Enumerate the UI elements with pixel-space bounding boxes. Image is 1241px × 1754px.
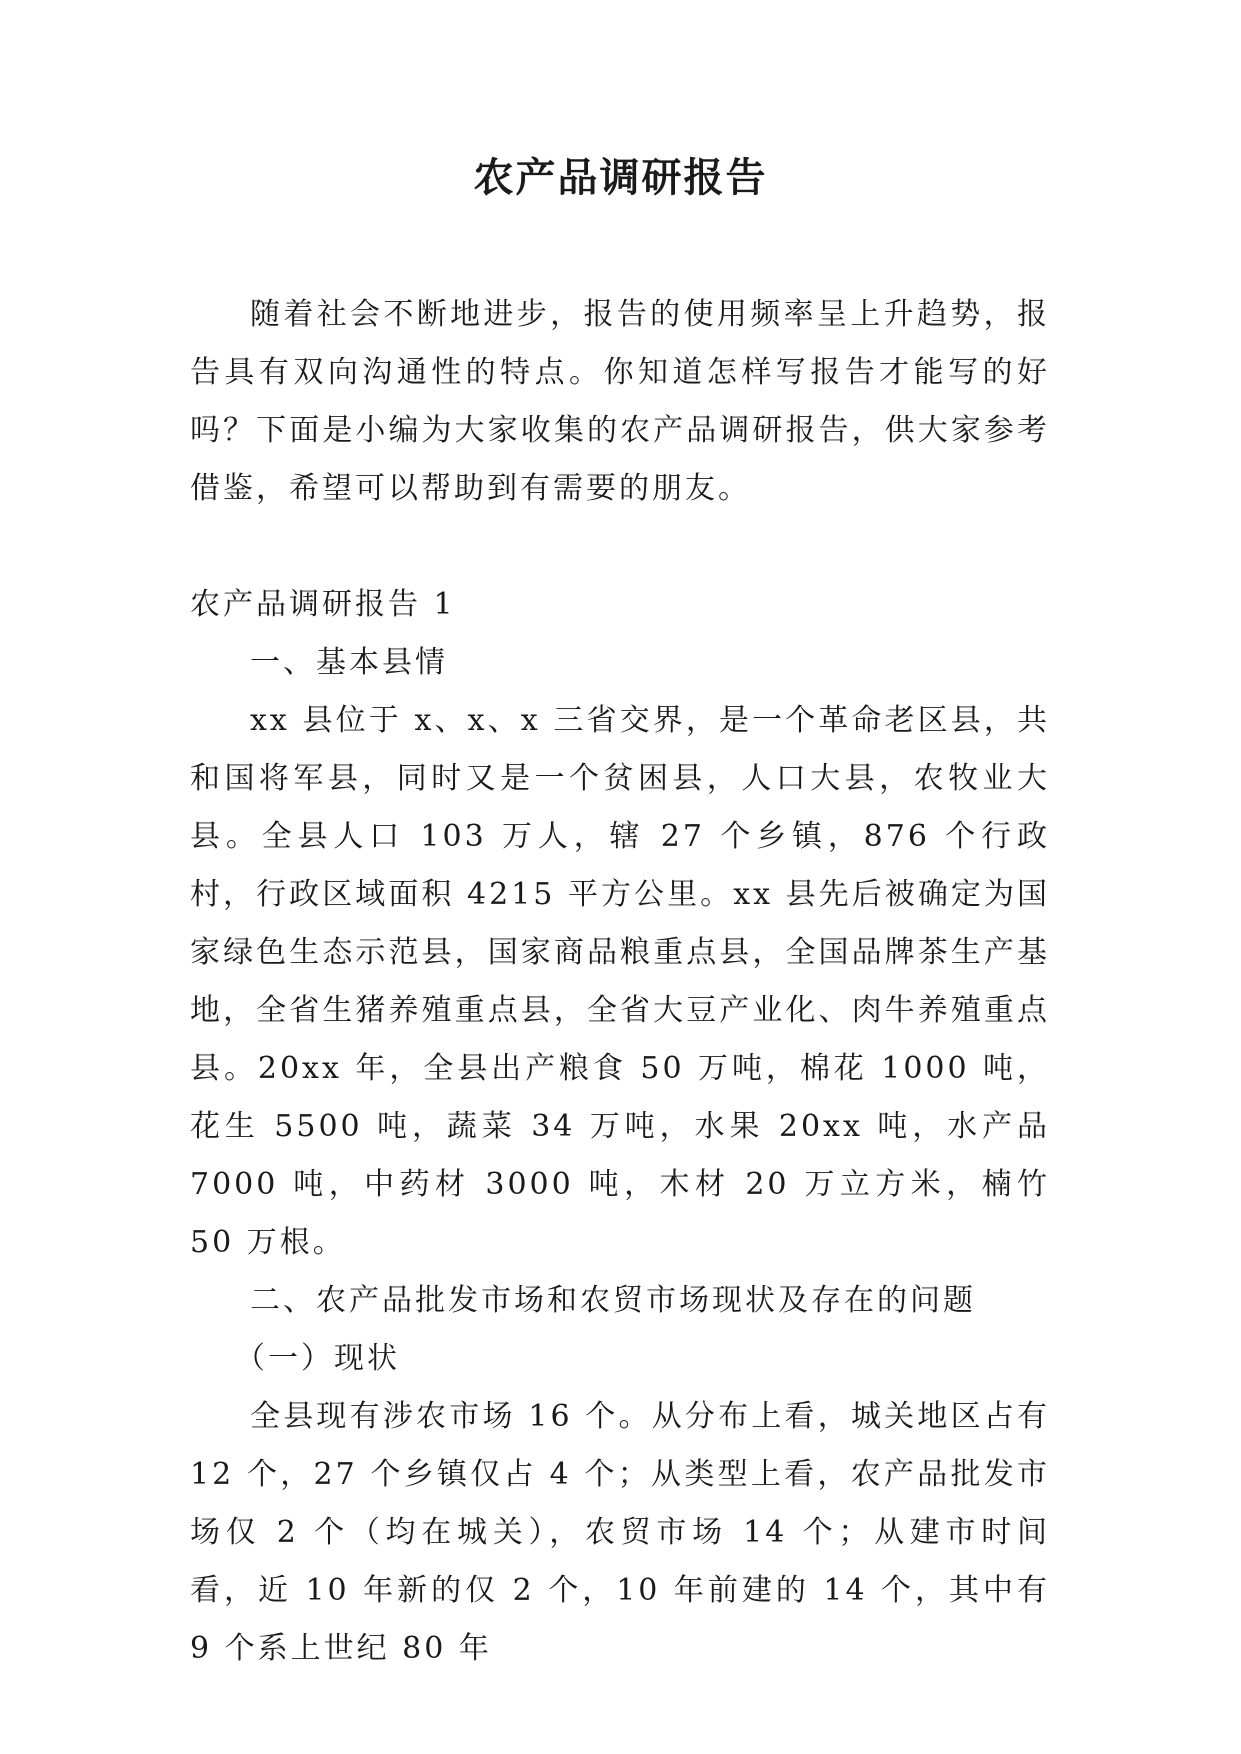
section-heading-basic-info: 一、基本县情 [250, 645, 448, 680]
basic-info-paragraph: xx 县位于 x、x、x 三省交界，是一个革命老区县，共和国将军县，同时又是一个贫困县，人口大县，农牧业大县。全县人口 103 万人，辖 27 个乡镇，876 个行政村，行政区域面积 4215 平方公里。xx 县先后被确定为国家绿色生态示范县，国家商品粮重点县，全国品牌茶生产基地，全省生猪养殖重点县，全省大豆产业化、肉牛养殖重点县。20xx 年，全县出产粮食 50 万吨，棉花 1000 吨，花生 5500 吨，蔬菜 34 万吨，水果 20xx 吨，水产品 7000 吨，中药材 3000 吨，木材 20 万立方米，楠竹 50 万根。 [190, 703, 1050, 1260]
document-title: 农产品调研报告 [473, 154, 768, 201]
document-body [190, 286, 1050, 1678]
intro-paragraph: 随着社会不断地进步，报告的使用频率呈上升趋势，报告具有双向沟通性的特点。你知道怎样写报告才能写的好吗？下面是小编为大家收集的农产品调研报告，供大家参考借鉴，希望可以帮助到有需要的朋友。 [190, 297, 1050, 506]
section-heading-markets: 二、农产品批发市场和农贸市场现状及存在的问题 [250, 1283, 976, 1318]
report-heading: 农产品调研报告 1 [190, 587, 456, 622]
status-paragraph: 全县现有涉农市场 16 个。从分布上看，城关地区占有 12 个，27 个乡镇仅占 4 个；从类型上看，农产品批发市场仅 2 个（均在城关），农贸市场 14 个；从建市时间看，近 10 年新的仅 2 个，10 年前建的 14 个，其中有 9 个系上世纪 80 年 [190, 1399, 1050, 1666]
subsection-heading-status: （一）现状 [235, 1341, 400, 1376]
